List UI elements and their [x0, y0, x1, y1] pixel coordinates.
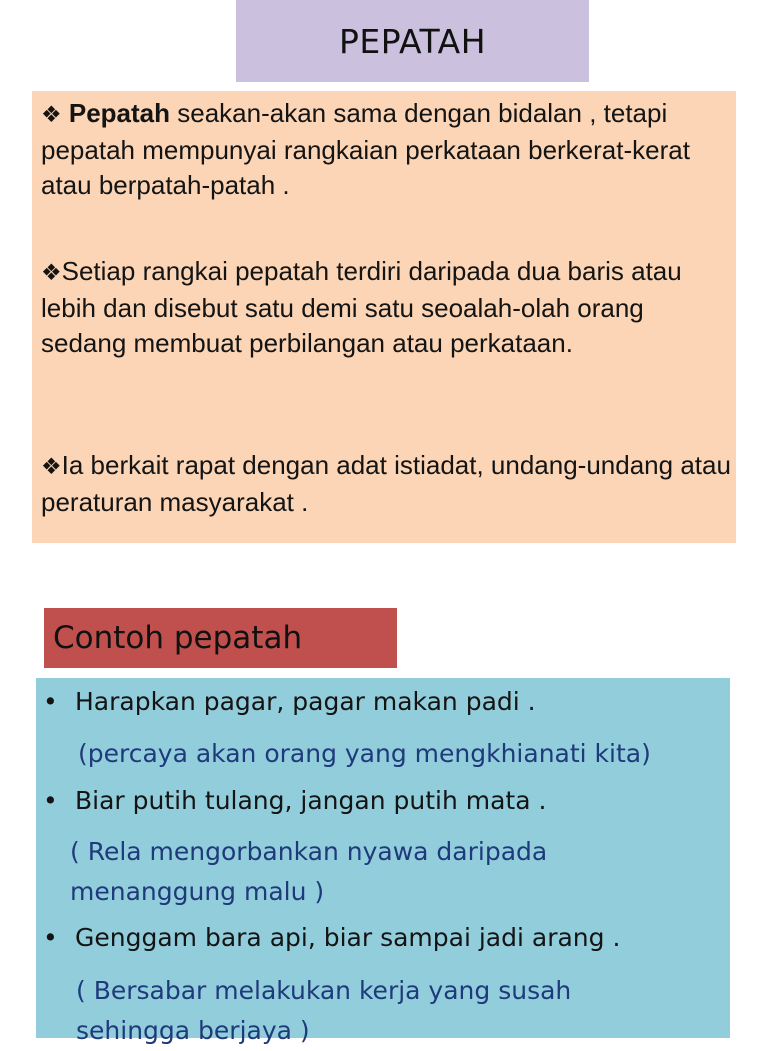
bullet-dot-icon: • [43, 786, 58, 815]
page-title: PEPATAH [338, 21, 487, 61]
examples-heading-box [44, 608, 397, 668]
example-saying-text: Harapkan pagar, pagar makan padi . [75, 687, 536, 716]
example-saying-text: Biar putih tulang, jangan putih mata . [75, 786, 547, 815]
example-saying-text: Genggam bara api, biar sampai jadi arang . [75, 923, 621, 952]
diamond-bullet-icon: ❖ [41, 259, 62, 285]
example-meaning-1: (percaya akan orang yang mengkhianati kita) [78, 739, 651, 768]
definition-paragraph-1 [41, 96, 731, 204]
diamond-bullet-icon: ❖ [41, 101, 62, 127]
definition-text-1: seakan-akan sama dengan bidalan , tetapi pepatah mempunyai rangkaian perkataan berkerat-kerat atau berpatah-patah . [41, 98, 690, 200]
example-meaning-3: ( Bersabar melakukan kerja yang susah sehingga berjaya ) [76, 976, 572, 1045]
definition-paragraph-3 [41, 448, 731, 520]
examples-box [36, 678, 730, 1045]
bullet-dot-icon: • [43, 923, 58, 952]
diamond-bullet-icon: ❖ [41, 453, 62, 479]
definition-paragraph-2 [41, 254, 731, 362]
definition-text-2: Setiap rangkai pepatah terdiri daripada dua baris atau lebih dan disebut satu demi satu seoalah-olah orang sedang membuat perbilangan atau perkataan. [41, 256, 682, 358]
example-meaning-2: ( Rela mengorbankan nyawa daripada menanggung malu ) [70, 837, 548, 906]
bullet-dot-icon: • [43, 687, 58, 716]
definition-text-3: Ia berkait rapat dengan adat istiadat, undang-undang atau peraturan masyarakat . [41, 450, 731, 517]
title-box [236, 0, 589, 82]
definition-term: Pepatah [68, 98, 171, 128]
examples-heading: Contoh pepatah [53, 620, 303, 656]
definition-box [32, 91, 736, 543]
